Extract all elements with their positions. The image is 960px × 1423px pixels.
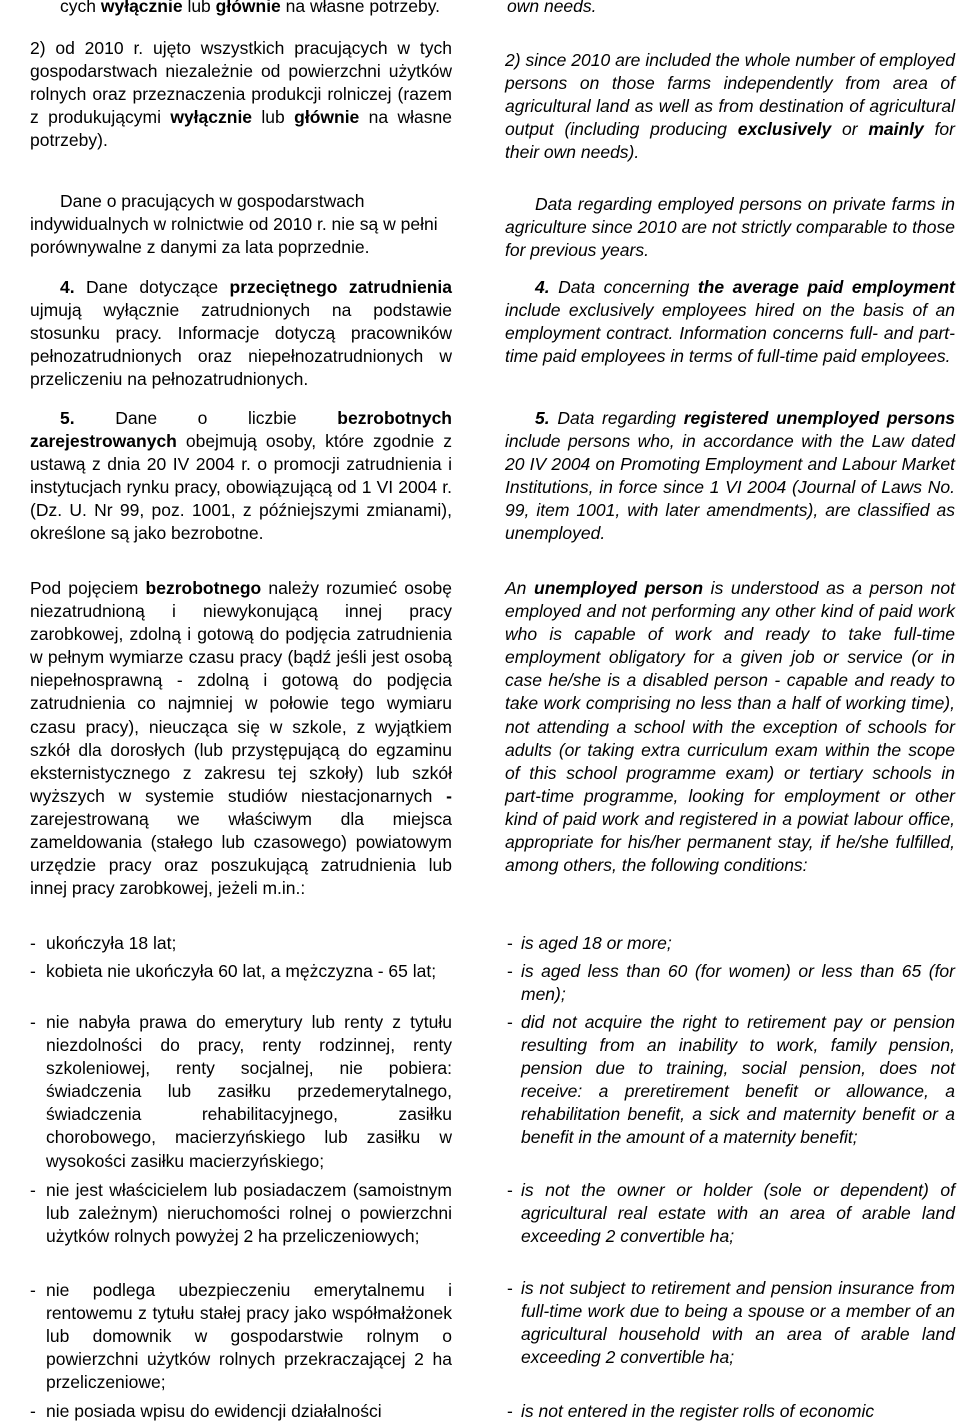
pl-text: Dane o liczbie	[74, 408, 338, 428]
list-dash: -	[30, 1180, 36, 1200]
en-list-item	[505, 1179, 955, 1248]
en-text: is understood as a person not employed and not performing any other kind of paid work who is capable of work and ready to take full-time employment obligatory for a given job or service (or in case he/she is a disabled person - capable and ready to take work comprising no less than a half of working time), not attending a school with the exception of schools for adults (or taking extra curriculum exam within the scope of this school programme exam) or tertiary schools in part-time programme, looking for employment or other kind of paid work and registered in a powiat labour office, appropriate for his/her permanent stay, if he/she fulfilled, among others, the following conditions:	[505, 578, 955, 876]
list-dash: -	[30, 933, 36, 953]
pl-list-item	[30, 960, 452, 983]
pl-list-item	[30, 1011, 452, 1173]
pl-text: obejmują osoby, które zgodnie z ustawą z dnia 20 IV 2004 r. o promocji zatrudnienia i instytucjach rynku pracy, obowiązującą od 1 VI 2004 r. (Dz. U. Nr 99, poz. 1001, z późniejszymi zmianami), określone są jako bezrobotne.	[30, 431, 452, 544]
pl-bold-term: wyłącznie	[170, 107, 253, 128]
en-list-item-text: is not entered in the register rolls of economic	[521, 1401, 875, 1421]
list-dash: -	[507, 1401, 513, 1421]
pl-list-item	[30, 1179, 452, 1248]
en-list-item-text: is aged 18 or more;	[521, 933, 672, 953]
en-paragraph-3: Data regarding employed persons on private farms in agriculture since 2010 are not strictly comparable to those for previous years.	[505, 194, 955, 261]
list-dash: -	[507, 961, 513, 981]
pl-text: na własne potrzeby).	[30, 107, 452, 151]
pl-bold-term: wyłącznie	[100, 0, 183, 16]
en-list-item	[505, 1400, 955, 1423]
list-dash: -	[30, 961, 36, 981]
list-dash: -	[507, 933, 513, 953]
pl-text: 2) od 2010 r. ujęto wszystkich pracujących w tych gospodarstwach niezależnie od powierzchni użytków rolnych oraz przeznaczenia produkcji rolniczej (razem z produkującymi	[30, 38, 452, 128]
pl-bold-term: głównie	[294, 107, 360, 128]
en-list-item	[505, 960, 955, 1006]
en-text: or	[831, 119, 869, 140]
pl-bold-dash: -	[446, 785, 452, 806]
en-text: An	[505, 578, 535, 598]
pl-list-item-text: nie jest właścicielem lub posiadaczem (samoistnym lub zależnym) nieruchomości rolnej o powierzchni użytków rolnych powyżej 2 ha przeliczeniowych;	[46, 1180, 452, 1247]
en-text: include exclusively employees hired on the basis of an employment contract. Information concerns full- and part-time paid employees in terms of full-time paid employees.	[505, 300, 955, 367]
pl-paragraph-number: 4.	[60, 277, 75, 297]
pl-bold-term: głównie	[215, 0, 281, 16]
pl-paragraph-4	[2, 276, 452, 391]
en-bold-term: registered unemployed persons	[683, 408, 955, 428]
list-dash: -	[507, 1278, 513, 1298]
pl-paragraph-3: Dane o pracujących w gospodarstwach indywidualnych w rolnictwie od 2010 r. nie są w pełni porównywalne z danymi za lata poprzednie.	[30, 191, 438, 258]
en-bold-term: mainly	[868, 119, 924, 140]
en-list-item-text: is not subject to retirement and pension insurance from full-time work due to being a spouse or a member of an agricultural household with an area of arable land exceeding 2 convertible ha;	[521, 1278, 955, 1368]
pl-list-item	[30, 1400, 452, 1423]
en-paragraph-6	[505, 577, 955, 877]
en-list-item-text: did not acquire the right to retirement pay or pension resulting from an inability to work, family pension, pension due to training, social pension, does not receive: a preretirement benefit or allowance, a rehabilitation benefit, a sick and maternity benefit or a benefit in the amount of a maternity benefit;	[521, 1012, 955, 1148]
en-paragraph-2	[505, 49, 955, 164]
pl-text: należy rozumieć osobę niezatrudnioną i niewykonującą innej pracy zarobkowej, zdolną i gotową do podjęcia zatrudnienia w pełnym wymiarze czasu pracy (bądź jeśli jest osobą niepełnosprawną - zdolną i gotową do podjęcia zatrudnienia co najmniej w połowie tego wymiaru czasu pracy), nieucząca się w szkole, z wyjątkiem szkół dla dorosłych (lub przystępującą do egzaminu eksternistycznego z zakresu tej szkoły) lub szkół wyższych w systemie studiów niestacjonarnych	[30, 578, 452, 806]
en-list-item	[505, 1011, 955, 1150]
pl-list-item-text: nie posiada wpisu do ewidencji działalności	[46, 1401, 382, 1421]
pl-list-item-text: nie nabyła prawa do emerytury lub renty z tytułu niezdolności do pracy, renty rodzinnej, renty szkoleniowej, renty socjalnej, nie pobiera: świadczenia lub zasiłku przedemerytalnego, świadczenia rehabilitacyjnego, zasiłku chorobowego, macierzyńskiego lub zasiłku w wysokości zasiłku macierzyńskiego;	[46, 1012, 452, 1171]
pl-paragraph-6	[2, 577, 452, 900]
en-list-item-text: is aged less than 60 (for women) or less than 65 (for men);	[521, 961, 955, 1005]
en-paragraph-number: 5.	[535, 408, 550, 428]
en-continuation-paragraph: own needs.	[507, 0, 597, 16]
list-dash: -	[507, 1180, 513, 1200]
list-dash: -	[30, 1280, 36, 1300]
pl-text: ujmują wyłącznie zatrudnionych na podstawie stosunku pracy. Informacje dotyczą pracowników pełnozatrudnionych oraz niepełnozatrudnionych w przeliczeniu na pełnozatrudnionych.	[30, 300, 452, 390]
en-bold-term: the average paid employment	[697, 277, 955, 297]
en-text: for their own needs).	[505, 119, 955, 163]
pl-text: Pod pojęciem	[30, 578, 146, 598]
pl-list-item	[30, 932, 452, 955]
pl-text: lub	[182, 0, 216, 16]
en-paragraph-5	[505, 407, 955, 546]
pl-bold-term: bezrobotnych zarejestrowanych	[30, 408, 452, 452]
en-text: Data regarding	[549, 408, 684, 428]
pl-paragraph-2	[2, 37, 452, 152]
pl-list-item-text: ukończyła 18 lat;	[46, 933, 177, 953]
en-bold-term: unemployed person	[534, 578, 704, 598]
pl-text: Dane dotyczące	[74, 277, 230, 297]
pl-paragraph-number: 5.	[60, 408, 75, 428]
list-dash: -	[30, 1401, 36, 1421]
pl-text: zarejestrowaną we właściwym dla miejsca zameldowania (stałego lub czasowego) powiatowym urzędzie pracy oraz poszukującą zatrudnienia lub innej pracy zarobkowej, jeżeli m.in.:	[30, 808, 452, 899]
pl-continuation-paragraph	[2, 0, 452, 18]
en-bold-term: exclusively	[737, 119, 832, 140]
pl-bold-term: bezrobotnego	[145, 578, 262, 598]
pl-list-item-text: nie podlega ubezpieczeniu emerytalnemu i rentowemu z tytułu stałej pracy jako współmałżonek lub domownik w gospodarstwie rolnym o powierzchni użytków rolnych przekraczającej 2 ha przeliczeniowe;	[46, 1280, 452, 1393]
pl-list-item-text: kobieta nie ukończyła 60 lat, a mężczyzna - 65 lat;	[46, 961, 437, 981]
en-paragraph-number: 4.	[535, 277, 550, 297]
pl-text: lub	[252, 107, 295, 128]
pl-list-item	[30, 1279, 452, 1394]
pl-bold-term: przeciętnego zatrudnienia	[229, 277, 452, 297]
list-dash: -	[30, 1012, 36, 1032]
en-list-item	[505, 1277, 955, 1369]
en-paragraph-4	[505, 276, 955, 368]
en-list-item	[505, 932, 955, 955]
en-text: Data concerning	[549, 277, 698, 297]
en-text: 2) since 2010 are included the whole number of employed persons on those farms independently from area of agricultural land as well as from destination of agricultural output (including producing	[505, 50, 955, 140]
pl-text: cych	[60, 0, 101, 16]
list-dash: -	[507, 1012, 513, 1032]
pl-text: na własne potrzeby.	[280, 0, 441, 16]
pl-paragraph-5	[2, 407, 452, 546]
en-text: include persons who, in accordance with the Law dated 20 IV 2004 on Promoting Employment and Labour Market Institutions, in force since 1 VI 2004 (Journal of Laws No. 99, item 1001, with later amendments), are classified as unemployed.	[505, 431, 955, 544]
en-list-item-text: is not the owner or holder (sole or dependent) of agricultural real estate with an area of arable land exceeding 2 convertible ha;	[521, 1180, 955, 1247]
